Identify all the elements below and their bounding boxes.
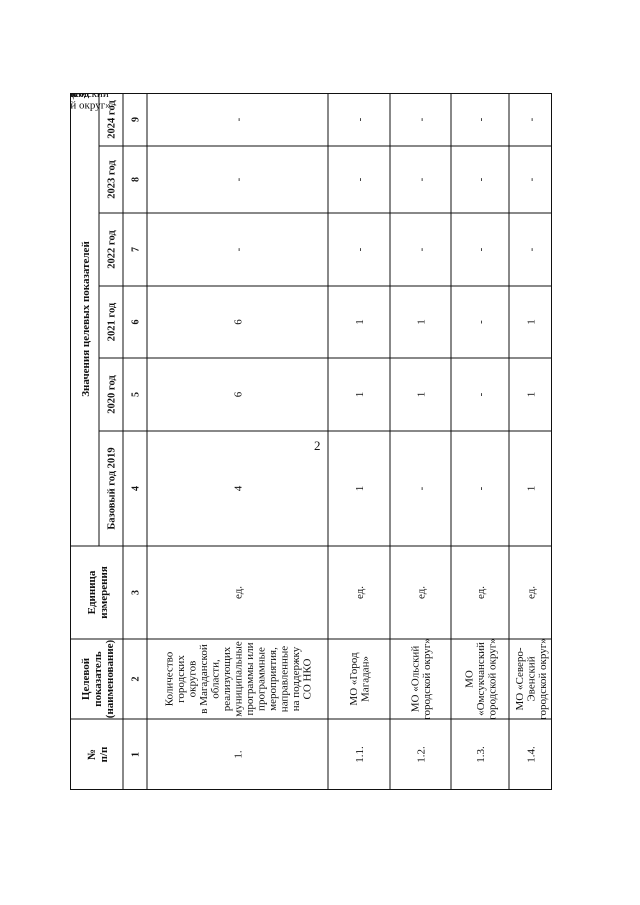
row-number-line: 1.4. <box>525 746 538 763</box>
row-indicator-line: направленные <box>278 645 291 713</box>
row-number-line: 1.3. <box>474 746 487 763</box>
row-value-line: 1 <box>353 391 366 398</box>
row-value <box>354 319 366 325</box>
row-value <box>70 93 72 100</box>
row-indicator-line: «Омсукчанский <box>474 642 487 716</box>
row-number-line: 5. <box>70 93 79 100</box>
row-value-line: - <box>415 486 428 491</box>
column-number-line: 2 <box>130 676 142 682</box>
row-value-line: - <box>232 247 245 252</box>
row-value <box>354 177 366 181</box>
header-values-group-line: Значения целевых показателей <box>79 241 92 397</box>
header-year-line: год <box>74 93 90 100</box>
row-unit-line: ед. <box>525 585 538 600</box>
header-values-group <box>80 241 92 397</box>
row-value <box>354 486 366 492</box>
column-number <box>131 590 142 595</box>
row-value-line: - <box>353 117 366 122</box>
row-value-line: - <box>474 392 487 397</box>
row-value-line: 4 <box>232 485 245 492</box>
header-year <box>107 375 118 414</box>
header-year-line: 2021 год <box>106 302 118 342</box>
row-indicator-line: МО «Ольский <box>409 645 422 713</box>
row-value <box>232 391 244 397</box>
row-value-line: 1 <box>415 391 428 398</box>
row-number <box>475 746 487 763</box>
row-value <box>525 319 537 325</box>
column-number <box>131 677 142 682</box>
row-indicator-line: программы или <box>243 642 256 716</box>
row-value-line <box>70 93 72 100</box>
header-year <box>107 302 118 341</box>
row-unit <box>232 586 244 599</box>
column-number <box>131 486 142 491</box>
row-value-line: - <box>474 320 487 324</box>
column-number-line: 9 <box>130 117 142 122</box>
row-value-line: 1 <box>525 391 538 398</box>
row-value-line: 6 <box>232 319 245 325</box>
row-indicator-line: муниципальные <box>232 641 245 717</box>
row-value-line: 1 <box>70 93 73 100</box>
row-value <box>475 486 487 490</box>
row-value <box>232 485 244 491</box>
header-year-line: 2020 год <box>106 375 118 414</box>
column-number-line: 3 <box>130 590 142 595</box>
row-value <box>232 319 244 325</box>
column-number-line: 0 <box>70 93 75 100</box>
row-value <box>525 247 537 251</box>
row-unit <box>415 586 427 599</box>
header-num <box>86 746 110 762</box>
row-indicator-line: в Магаданской <box>197 644 210 714</box>
header-unit-line: измерения <box>97 566 110 619</box>
row-value <box>475 117 487 121</box>
row-value <box>354 117 366 121</box>
row-value <box>525 117 537 121</box>
row-value-line: - <box>232 177 245 182</box>
row-value <box>415 486 427 490</box>
header-num-line: № <box>85 748 98 761</box>
row-unit-line: ед. <box>353 585 366 600</box>
header-indicator-line: (наименование) <box>103 639 116 719</box>
row-value-line: 1 <box>70 93 73 100</box>
row-indicator-line: городской округ» <box>486 638 499 720</box>
header-unit-line: Единица <box>85 570 98 615</box>
column-number <box>131 752 142 757</box>
header-year-line: 2024 год <box>106 100 118 139</box>
header-year <box>107 160 118 199</box>
row-value-line: 1 <box>525 485 538 492</box>
row-indicator-line: мероприятия, <box>266 647 279 711</box>
row-number <box>525 746 537 763</box>
row-value-line: - <box>415 117 428 122</box>
column-number-line: 6 <box>130 319 142 325</box>
row-indicator-line: реализующих <box>220 646 233 712</box>
column-number-line: 8 <box>130 177 142 182</box>
header-num-line: п/п <box>97 746 110 763</box>
row-value-line: - <box>525 117 538 122</box>
row-value-line: - <box>353 247 366 252</box>
row-value <box>525 177 537 181</box>
row-value-line: - <box>474 117 487 122</box>
row-number-line: 1.2. <box>415 746 428 763</box>
header-unit <box>86 566 110 619</box>
row-indicator-line: городских <box>174 655 187 703</box>
row-unit-line: ед. <box>474 585 487 600</box>
row-unit <box>475 586 487 599</box>
column-number-line: 7 <box>130 247 142 252</box>
column-number <box>131 117 142 122</box>
row-value <box>525 392 537 398</box>
row-value <box>475 392 487 396</box>
row-indicator-line: МО «Северо- <box>513 647 526 711</box>
row-value-line: - <box>474 247 487 252</box>
row-unit <box>354 586 366 599</box>
header-year-line: 2022 год <box>106 230 118 269</box>
row-unit-line: ед. <box>232 585 245 600</box>
row-number-line: 1. <box>232 750 245 759</box>
column-number <box>131 392 142 397</box>
header-year-line: Базовый год 2019 <box>106 447 118 530</box>
header-indicator <box>80 639 116 718</box>
row-indicator-line: округов <box>186 660 199 698</box>
column-number <box>131 320 142 325</box>
row-value <box>415 117 427 121</box>
row-value-line: - <box>353 177 366 182</box>
row-indicator <box>463 638 498 720</box>
row-value-line: 1 <box>415 319 428 325</box>
row-unit-line: ед. <box>415 585 428 600</box>
row-value-line: - <box>415 247 428 252</box>
row-value <box>475 247 487 251</box>
header-year <box>107 230 118 269</box>
row-value <box>415 392 427 398</box>
table-grid <box>70 93 552 790</box>
target-indicators-table <box>70 93 552 790</box>
column-number <box>131 177 142 182</box>
row-unit <box>525 586 537 599</box>
column-number-line: 1 <box>130 752 142 757</box>
row-value-line: 6 <box>232 391 245 398</box>
row-value-line: 1 <box>525 319 538 325</box>
row-indicator-line: программные <box>255 647 268 711</box>
row-value <box>415 247 427 251</box>
header-indicator-line: показатель <box>91 651 104 707</box>
row-number <box>354 746 366 763</box>
row-number <box>232 750 244 759</box>
page-number: 2 <box>314 438 321 453</box>
row-indicator-line: городской округ» <box>536 638 549 720</box>
header-year <box>107 447 118 529</box>
row-indicator-line: й округ» <box>70 99 111 112</box>
row-value <box>475 177 487 181</box>
row-number <box>415 746 427 763</box>
header-year-line: 2023 год <box>106 160 118 199</box>
column-number-line: 5 <box>130 392 142 397</box>
row-indicator-line: МО «Город <box>348 652 361 706</box>
row-unit-line: д. <box>70 93 77 100</box>
row-indicator-line: на поддержку <box>289 646 302 712</box>
row-value-line: - <box>474 486 487 491</box>
row-value-line: 1 <box>353 319 366 325</box>
row-indicator <box>410 638 434 720</box>
row-value <box>415 177 427 181</box>
column-number <box>131 247 142 252</box>
row-value-line: - <box>415 177 428 182</box>
row-value-line: - <box>474 177 487 182</box>
row-number-line: 1.1. <box>353 746 366 763</box>
row-indicator <box>163 641 313 717</box>
row-indicator-line: СО НКО <box>301 658 314 700</box>
row-value <box>354 392 366 398</box>
row-value-line: 1 <box>353 485 366 492</box>
row-indicator-line: Количество <box>163 651 176 707</box>
row-value <box>232 177 244 181</box>
row-value <box>415 319 427 325</box>
row-indicator <box>514 638 549 720</box>
column-number-line: 4 <box>130 486 142 491</box>
row-indicator-line: Магадан» <box>359 656 372 702</box>
row-indicator-line: городской округ» <box>421 638 434 720</box>
row-indicator <box>348 652 372 706</box>
row-indicator-line: Эвенский <box>525 656 538 702</box>
row-value <box>232 247 244 251</box>
row-value <box>475 320 487 324</box>
row-indicator-line: канский <box>70 93 109 100</box>
row-indicator-line: МО <box>463 670 476 688</box>
row-value-line: - <box>525 177 538 182</box>
header-indicator-line: Целевой <box>79 657 92 701</box>
row-value-line: - <box>525 247 538 252</box>
row-value-line: - <box>232 117 245 122</box>
row-value <box>354 247 366 251</box>
row-value <box>525 486 537 492</box>
row-indicator-line: области, <box>209 659 222 699</box>
row-value <box>232 117 244 121</box>
